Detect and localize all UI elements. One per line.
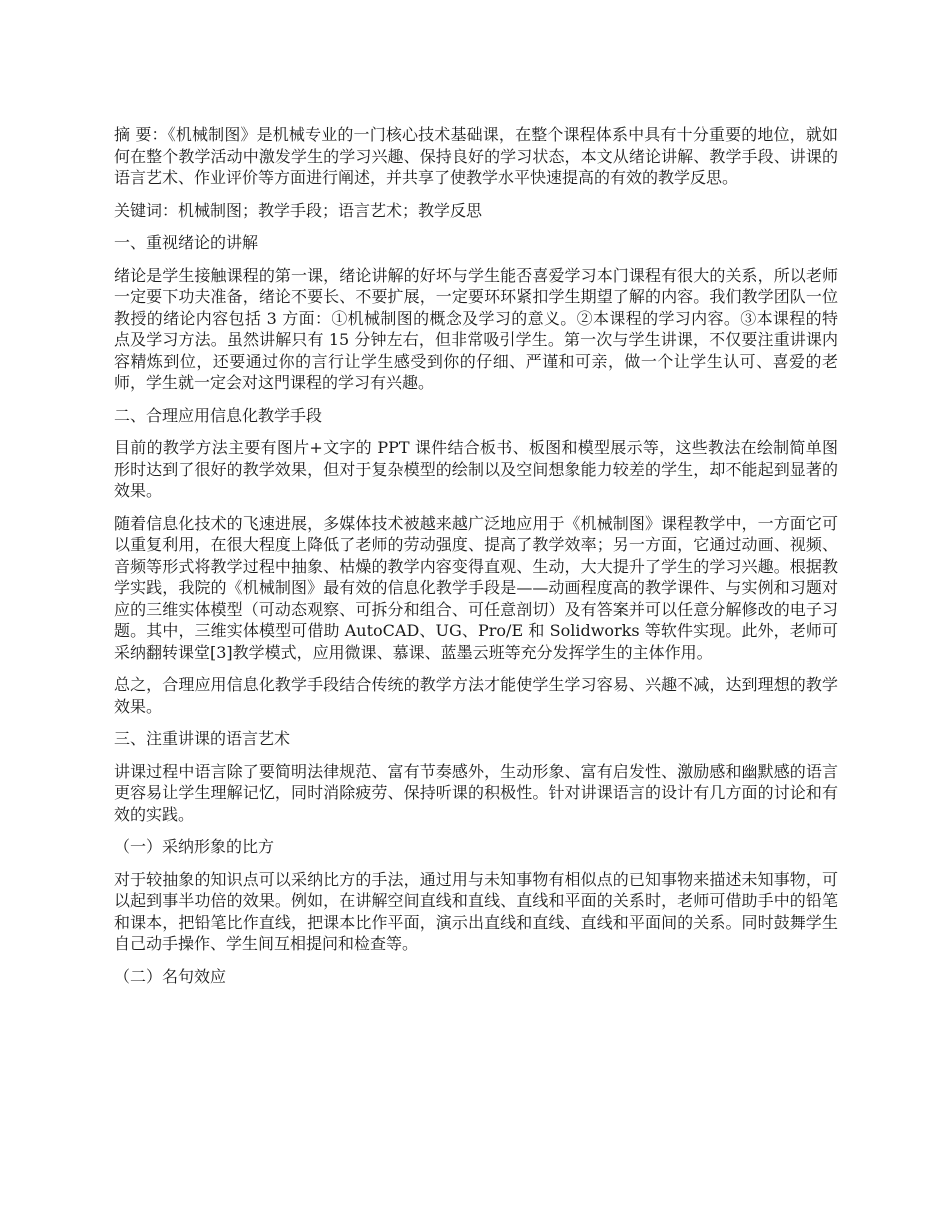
subsection-1-paragraph-1: 对于较抽象的知识点可以采纳比方的手法，通过用与未知事物有相似点的已知事物来描述未知事物，可以起到事半功倍的效果。例如，在讲解空间直线和直线、直线和平面的关系时，老师可借助手中的铅笔和课本，把铅笔比作直线，把课本比作平面，演示出直线和直线、直线和平面间的关系。同时鼓舞学生自己动手操作、学生间互相提问和检查等。 [114, 869, 838, 953]
subsection-heading-2: （二）名句效应 [114, 966, 227, 986]
document-page [114, 124, 838, 998]
section-1-paragraph-1: 绪论是学生接触课程的第一课，绪论讲解的好坏与学生能否喜爱学习本门课程有很大的关系，所以老师一定要下功夫准备，绪论不要长、不要扩展，一定要环环紧扣学生期望了解的内容。我们教学团队一位教授的绪论内容包括 3 方面：①机械制图的概念及学习的意义。②本课程的学习内容。③本课程的特点及学习方法。虽然讲解只有 15 分钟左右，但非常吸引学生。第一次与学生讲课，不仅要注重讲课内容精炼到位，还要通过你的言行让学生感受到你的仔细、严谨和可亲，做一个让学生认可、喜爱的老师，学生就一定会对这門课程的学习有兴趣。 [114, 265, 838, 392]
keywords-line: 关键词：机械制图；教学手段；语言艺术；教学反思 [114, 200, 483, 220]
section-3-paragraph-1: 讲课过程中语言除了要简明法律规范、富有节奏感外，生动形象、富有启发性、激励感和幽默感的语言更容易让学生理解记忆，同时消除疲劳、保持听课的积极性。针对讲课语言的设计有几方面的讨论和有效的实践。 [114, 761, 838, 824]
section-2-paragraph-3: 总之，合理应用信息化教学手段结合传统的教学方法才能使学生学习容易、兴趣不减，达到理想的教学效果。 [114, 675, 838, 716]
section-heading-1: 一、重视绪论的讲解 [114, 233, 259, 252]
section-heading-2: 二、合理应用信息化教学手段 [114, 405, 323, 425]
abstract-paragraph: 摘 要：《机械制图》是机械专业的一门核心技术基础课，在整个课程体系中具有十分重要的地位，就如何在整个教学活动中激发学生的学习兴趣、保持良好的学习状态，本文从绪论讲解、教学手段、讲课的语言艺术、作业评价等方面进行阐述，并共享了使教学水平快速提高的有效的教学反思。 [114, 125, 838, 187]
section-2-paragraph-2: 随着信息化技术的飞速进展，多媒体技术被越来越广泛地应用于《机械制图》课程教学中，一方面它可以重复利用，在很大程度上降低了老师的劳动强度、提高了教学效率；另一方面，它通过动画、视频、音频等形式将教学过程中抽象、枯燥的教学内容变得直观、生动，大大提升了学生的学习兴趣。根据教学实践，我院的《机械制图》最有效的信息化教学手段是——动画程度高的教学课件、与实例和习题对应的三维实体模型（可动态观察、可拆分和组合、可任意剖切）及有答案并可以任意分解修改的电子习题。其中，三维实体模型可借助 AutoCAD、UG、Pro/E 和 Solidworks 等软件实现。此外，老师可采纳翻转课堂[3]教学模式，应用微课、慕课、蓝墨云班等充分发挥学生的主体作用。 [114, 513, 838, 662]
section-heading-3: 三、注重讲课的语言艺术 [114, 729, 291, 748]
section-2-paragraph-1: 目前的教学方法主要有图片+文字的 PPT 课件结合板书、板图和模型展示等，这些教法在绘制简单图形时达到了很好的教学效果，但对于复杂模型的绘制以及空间想象能力较差的学生，却不能起到显著的效果。 [114, 438, 838, 500]
subsection-heading-1: （一）采纳形象的比方 [114, 837, 275, 856]
